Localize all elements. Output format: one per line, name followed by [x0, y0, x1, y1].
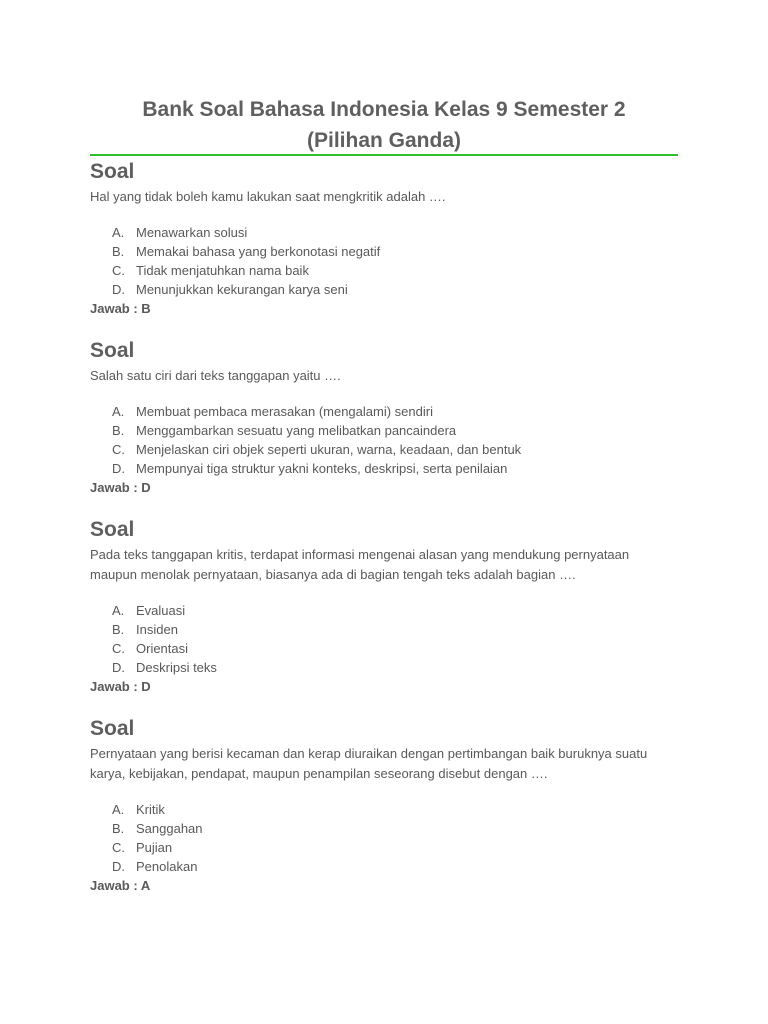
- option-text: Kritik: [136, 802, 165, 817]
- option-letter: D.: [112, 660, 125, 675]
- question-heading: Soal: [90, 717, 135, 740]
- option-list: [90, 601, 678, 677]
- option-text: Menunjukkan kekurangan karya seni: [136, 282, 348, 297]
- option-c: [90, 261, 678, 280]
- option-c: [90, 838, 678, 857]
- question-text: Pernyataan yang berisi kecaman dan kerap diuraikan dengan pertimbangan baik buruknya suatu karya, kebijakan, pendapat, maupun penampilan seseorang disebut dengan ….: [90, 746, 648, 781]
- document-title: [90, 94, 678, 156]
- option-letter: A.: [112, 404, 125, 419]
- option-letter: A.: [112, 802, 125, 817]
- option-text: Memakai bahasa yang berkonotasi negatif: [136, 244, 381, 259]
- question-heading: Soal: [90, 518, 135, 541]
- option-text: Sanggahan: [136, 821, 203, 836]
- option-list: [90, 402, 678, 478]
- title-line-2: (Pilihan Ganda): [306, 129, 461, 152]
- option-letter: D.: [112, 859, 125, 874]
- option-b: [90, 819, 678, 838]
- option-text: Menawarkan solusi: [136, 225, 248, 240]
- option-letter: B.: [112, 244, 125, 259]
- answer-key: Jawab : B: [90, 301, 151, 316]
- option-list: [90, 800, 678, 876]
- option-a: [90, 601, 678, 620]
- question-3: [90, 518, 678, 696]
- option-list: [90, 223, 678, 299]
- question-heading: Soal: [90, 339, 135, 362]
- option-d: [90, 658, 678, 677]
- option-c: [90, 639, 678, 658]
- option-letter: C.: [112, 840, 125, 855]
- option-b: [90, 620, 678, 639]
- question-2: [90, 339, 678, 497]
- option-text: Orientasi: [136, 641, 189, 656]
- option-letter: C.: [112, 641, 125, 656]
- question-4: [90, 717, 678, 895]
- question-text: Hal yang tidak boleh kamu lakukan saat mengkritik adalah ….: [90, 189, 446, 204]
- option-text: Deskripsi teks: [136, 660, 217, 675]
- option-letter: C.: [112, 442, 125, 457]
- option-d: [90, 280, 678, 299]
- option-letter: A.: [112, 603, 125, 618]
- option-text: Pujian: [136, 840, 173, 855]
- title-line-1: Bank Soal Bahasa Indonesia Kelas 9 Semester 2: [142, 98, 626, 121]
- question-text: Salah satu ciri dari teks tanggapan yaitu ….: [90, 368, 341, 383]
- option-text: Insiden: [136, 622, 178, 637]
- option-d: [90, 459, 678, 478]
- question-text: Pada teks tanggapan kritis, terdapat informasi mengenai alasan yang mendukung pernyataan maupun menolak pernyataan, biasanya ada di bagian tengah teks adalah bagian ….: [90, 547, 630, 582]
- title-divider: [90, 154, 678, 156]
- option-letter: A.: [112, 225, 125, 240]
- option-b: [90, 242, 678, 261]
- answer-key: Jawab : D: [90, 480, 151, 495]
- answer-key: Jawab : A: [90, 878, 151, 893]
- option-letter: D.: [112, 461, 125, 476]
- option-letter: B.: [112, 622, 125, 637]
- option-d: [90, 857, 678, 876]
- option-b: [90, 421, 678, 440]
- option-letter: B.: [112, 423, 125, 438]
- option-a: [90, 223, 678, 242]
- option-a: [90, 402, 678, 421]
- option-letter: D.: [112, 282, 125, 297]
- option-text: Menggambarkan sesuatu yang melibatkan pancaindera: [136, 423, 457, 438]
- option-text: Mempunyai tiga struktur yakni konteks, deskripsi, serta penilaian: [136, 461, 508, 476]
- option-text: Menjelaskan ciri objek seperti ukuran, warna, keadaan, dan bentuk: [136, 442, 522, 457]
- option-text: Evaluasi: [136, 603, 186, 618]
- option-text: Membuat pembaca merasakan (mengalami) sendiri: [136, 404, 433, 419]
- question-1: [90, 160, 678, 318]
- option-text: Penolakan: [136, 859, 198, 874]
- option-a: [90, 800, 678, 819]
- option-c: [90, 440, 678, 459]
- option-letter: B.: [112, 821, 125, 836]
- question-heading: Soal: [90, 160, 135, 183]
- answer-key: Jawab : D: [90, 679, 151, 694]
- option-letter: C.: [112, 263, 125, 278]
- option-text: Tidak menjatuhkan nama baik: [136, 263, 309, 278]
